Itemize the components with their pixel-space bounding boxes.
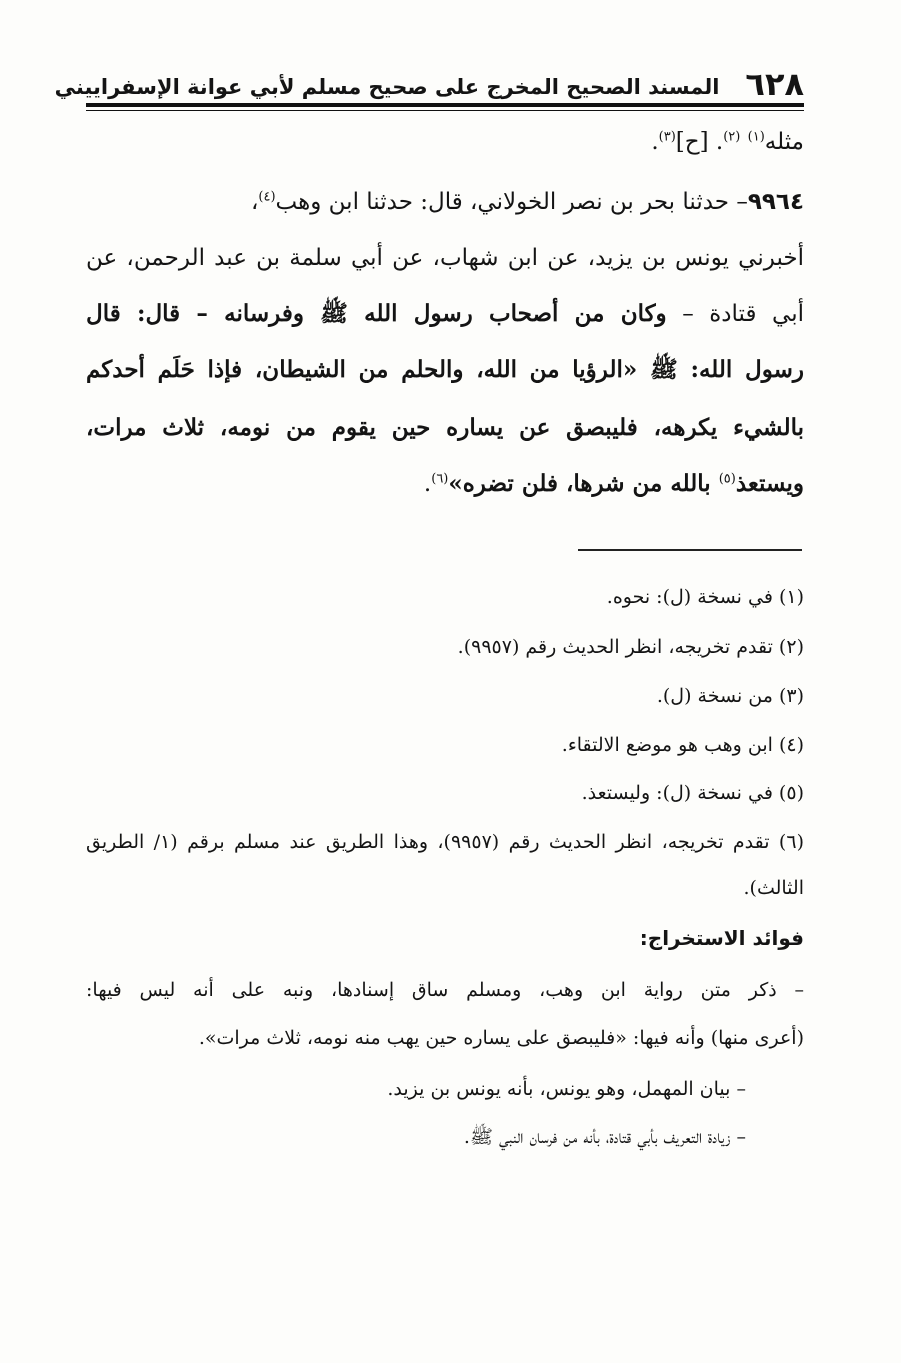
page-number: ٦٢٨ <box>745 65 804 103</box>
footnote-6-cont: الثالث). <box>743 877 804 899</box>
footnote-3: (٣) من نسخة (ل). <box>656 685 804 707</box>
hadith-line-3: أبي قتادة – وكان من أصحاب رسول الله ﷺ وفرسانه – قال: قال <box>86 300 804 327</box>
body-line-1: مثله$^{(١)}$ $^{(٢)}$. [ح]$^{(٣)}$. <box>651 129 804 155</box>
bracket-ha: [ح] <box>675 129 709 155</box>
footnote-6: (٦) تقدم تخريجه، انظر الحديث رقم (٩٩٥٧)، وهذا الطريق عند مسلم برقم (١/ الطريق <box>86 831 804 853</box>
footnote-1: (١) في نسخة (ل): نحوه. <box>606 586 804 608</box>
hadith-line-2: أخبرني يونس بن يزيد، عن ابن شهاب، عن أبي سلمة بن عبد الرحمن، عن <box>86 245 804 271</box>
footnote-5: (٥) في نسخة (ل): وليستعذ. <box>581 782 804 804</box>
benefits-title: فوائد الاستخراج: <box>639 926 804 950</box>
footnote-ref-4[interactable]: (٤) <box>258 189 276 205</box>
footnote-ref-5[interactable]: (٥) <box>718 471 736 487</box>
hadith-line-4: رسول الله: ﷺ «الرؤيا من الله، والحلم من الشيطان، فإذا حَلَم أحدكم <box>86 356 804 383</box>
benefit-line-1: – ذكر متن رواية ابن وهب، ومسلم ساق إسنادها، ونبه على أنه ليس فيها: <box>86 979 804 1001</box>
footnote-4: (٤) ابن وهب هو موضع الالتقاء. <box>561 734 804 756</box>
benefit-line-4: – زيادة التعريف بأبي قتادة، بأنه من فرسان النبي ﷺ. <box>463 1126 746 1148</box>
footnote-ref-2[interactable]: (٢) <box>723 129 741 145</box>
running-header <box>54 58 804 103</box>
hadith-number: ٩٩٦٤ <box>747 189 804 215</box>
footnote-ref-1[interactable]: (١) <box>747 129 765 145</box>
hadith-line-1: ٩٩٦٤– حدثنا بحر بن نصر الخولاني، قال: حدثنا ابن وهب$^{(٤)}$، <box>250 189 804 215</box>
footnote-ref-3[interactable]: (٣) <box>658 129 676 145</box>
footnote-2: (٢) تقدم تخريجه، انظر الحديث رقم (٩٩٥٧). <box>457 636 804 658</box>
running-title: المسند الصحيح المخرج على صحيح مسلم لأبي عوانة الإسفراييني <box>54 74 720 99</box>
hadith-line-5: بالشيء يكرهه، فليبصق عن يساره حين يقوم من نومه، ثلاث مرات، <box>86 414 804 441</box>
footnote-ref-6[interactable]: (٦) <box>431 471 449 487</box>
footnote-separator <box>578 549 802 551</box>
header-rule-thin <box>86 110 804 111</box>
benefit-line-3: – بيان المهمل، وهو يونس، بأنه يونس بن يزيد. <box>387 1078 746 1100</box>
benefit-line-2: (أعرى منها) وأنه فيها: «فليبصق على يساره حين يهب منه نومه، ثلاث مرات». <box>198 1027 804 1049</box>
header-rule-thick <box>86 103 804 107</box>
hadith-line-6: ويستعذ$^{(٥)}$ بالله من شرها، فلن تضره»$^{(٦)}$. <box>423 470 804 497</box>
